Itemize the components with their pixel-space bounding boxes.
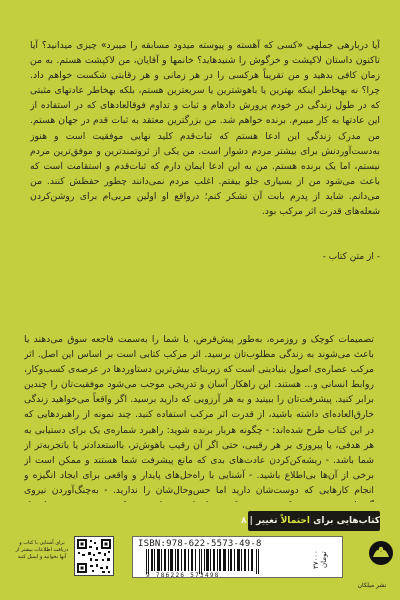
isbn-barcode-box — [132, 536, 343, 578]
publisher-logo-icon — [368, 540, 394, 584]
section-divider — [24, 309, 376, 310]
qr-code — [74, 536, 114, 576]
isbn-label: ISBN:978-622-5573-49-8 — [138, 539, 262, 549]
barcode-icon — [146, 549, 261, 574]
isbn-digits: 9 786226 573498 — [146, 572, 220, 579]
publisher-name: نشر میلکان — [357, 582, 387, 589]
promo-paragraph: تصمیمات کوچک و روزمره، به‌طور پیش‌فرض، یا شما را به‌سمت فاجعه سوق می‌دهند یا باعث می‌شوند به زندگی مطلوب‌تان برسید. اثر مرکب کتابی است بر اساس این اصل. اثر مرکب عصاره‌ی اصول بنیادینی است که زیربنای بیش‌ترین دستاوردها در عرصه‌ی کسب‌وکار، روابط انسانی و... هستند. این راهکار آسان و تدریجی موجب می‌شود موفقیت‌تان را چندین برابر کنید. پیشرفت‌تان را ببینید و به هر آرزویی که دارید برسید. اگر واقعاً می‌خواهید زندگی خارق‌العاده‌ای داشته باشید، از قدرت اثر مرکب استفاده کنید. چند نمونه از راهبردهایی که در این کتاب طرح شده‌اند: - چگونه هربار برنده شوید: راهبرد شماره‌ی یک برای دستیابی به هر هدفی، یا پیروزی بر هر رقیبی، حتی اگر آن رقیب باهوش‌تر، بااستعدادتر یا باتجربه‌تر از شما باشد. - ریشه‌کن‌کردن عادت‌های بدی که مانع پیشرفت شما هستند و ممکن است از برخی از آن‌ها بی‌اطلاع باشید. - آشنایی با راه‌حل‌های پایدار و واقعی برای ایجاد انگیزه و انجام کارهایی که دوست‌شان دارید اما حس‌وحال‌شان را ندارید. - به‌چنگ‌آوردن نیروی — [24, 334, 374, 496]
series-banner-prefix: کتاب‌هایی برای — [309, 516, 380, 526]
price-label: ۳۷۰۰۰ تومان — [312, 550, 328, 569]
quote-paragraph: آیا دربارهی جملهی «کسی که آهسته و پیوسته میدود مسابقه را میبرد» چیزی میدانید؟ آیا تاکنون داستان لاکپشت و خرگوش را شنیدهاید؟ خانمها و آقایان، من لاکپشت هستم. به من زمان کافی بدهید و من تقریباً هرکسی را در هر زمانی و هر رقابتی شکست خواهم داد. چرا؟ نه بهخاطر اینکه بهترین یا باهوشترین یا سریعترین هستم، بلکه بهخاطر عادتهای مثبتی که در طول زندگی در خودم پرورش دادهام و ثبات و تداوم فوقالعادهای که در استفاده از این عادتها به کار میبرم. برنده خواهم شد. من بزرگترین معتقد به ثبات قدم در جهان هستم. من مدرک زندگی این ادعا هستم که ثبات‌قدم کلید نهایی موفقیت است و هنوز به‌دست‌آوردنش برای بیشتر مردم دشوار است. من یکی از ثروتمندترین و موفق‌ترین مردم نیستم، اما یک برنده هستم. من به این ادعا ایمان دارم که ثبات‌قدم و استقامت است که باعث می‌شود من از بسیاری جلو بیفتم. اغلب مردم نمی‌دانند چطور حفظش کنند. من می‌دانم. شاید از پدرم بابت آن تشکر کنم؛ درواقع او اولین مربی‌ام برای روشن‌کردن شعله‌های قدرت اثر مرکب بود. — [30, 40, 380, 218]
quote-source: - از متن کتاب - — [322, 252, 380, 262]
qr-code-icon — [75, 537, 113, 575]
series-banner-suffix: تغییر | ۸ — [241, 516, 281, 526]
qr-caption: برای آشنایی با کتاب و دریافت اطلاعات بیشتر از آنها بخوانید و ایمیل کنید — [15, 540, 69, 560]
series-banner-accent: احتمالاً — [280, 516, 310, 526]
series-banner — [241, 511, 380, 531]
